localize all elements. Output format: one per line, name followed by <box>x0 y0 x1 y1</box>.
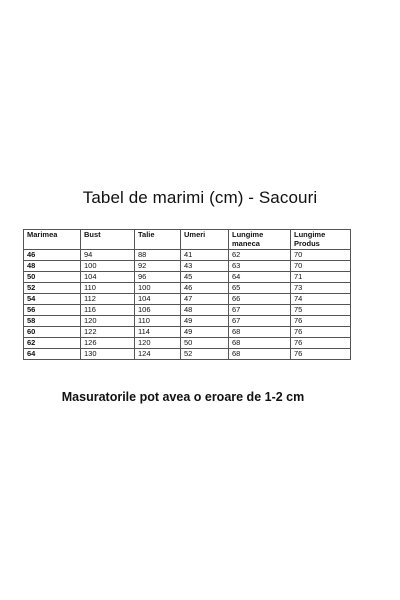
talie-cell: 100 <box>135 283 181 294</box>
lungime-maneca-cell: 66 <box>229 294 291 305</box>
footnote: Masuratorile pot avea o eroare de 1-2 cm <box>61 390 305 404</box>
talie-cell: 110 <box>135 316 181 327</box>
bust-cell: 110 <box>81 283 135 294</box>
lungime-produs-cell: 73 <box>291 283 351 294</box>
umeri-cell: 49 <box>181 327 229 338</box>
lungime-maneca-cell: 65 <box>229 283 291 294</box>
header-lungime-maneca-line2: maneca <box>232 239 260 248</box>
umeri-cell: 45 <box>181 272 229 283</box>
talie-cell: 106 <box>135 305 181 316</box>
size-cell: 52 <box>24 283 81 294</box>
size-cell: 56 <box>24 305 81 316</box>
bust-cell: 126 <box>81 338 135 349</box>
table-row <box>24 294 351 305</box>
size-table <box>23 229 351 360</box>
lungime-produs-cell: 71 <box>291 272 351 283</box>
size-cell: 50 <box>24 272 81 283</box>
header-bust <box>81 230 135 250</box>
table-row <box>24 305 351 316</box>
lungime-produs-cell: 76 <box>291 316 351 327</box>
lungime-produs-cell: 76 <box>291 327 351 338</box>
bust-cell: 104 <box>81 272 135 283</box>
umeri-cell: 46 <box>181 283 229 294</box>
lungime-maneca-cell: 63 <box>229 261 291 272</box>
size-cell: 46 <box>24 250 81 261</box>
umeri-cell: 50 <box>181 338 229 349</box>
size-cell: 58 <box>24 316 81 327</box>
bust-cell: 116 <box>81 305 135 316</box>
header-lungime-produs-line2: Produs <box>294 239 320 248</box>
talie-cell: 96 <box>135 272 181 283</box>
talie-cell: 114 <box>135 327 181 338</box>
size-cell: 64 <box>24 349 81 360</box>
lungime-produs-cell: 76 <box>291 349 351 360</box>
bust-cell: 100 <box>81 261 135 272</box>
table-row <box>24 283 351 294</box>
talie-cell: 104 <box>135 294 181 305</box>
size-cell: 60 <box>24 327 81 338</box>
lungime-produs-cell: 70 <box>291 250 351 261</box>
table-row <box>24 272 351 283</box>
lungime-maneca-cell: 62 <box>229 250 291 261</box>
table-row <box>24 261 351 272</box>
umeri-cell: 48 <box>181 305 229 316</box>
header-umeri <box>181 230 229 250</box>
header-lungime-maneca <box>229 230 291 250</box>
lungime-produs-cell: 76 <box>291 338 351 349</box>
size-cell: 54 <box>24 294 81 305</box>
talie-cell: 120 <box>135 338 181 349</box>
lungime-produs-cell: 75 <box>291 305 351 316</box>
talie-cell: 124 <box>135 349 181 360</box>
page-title: Tabel de marimi (cm) - Sacouri <box>82 188 318 207</box>
header-talie-label: Talie <box>138 230 155 239</box>
header-marimea-label: Marimea <box>27 230 58 239</box>
umeri-cell: 41 <box>181 250 229 261</box>
bust-cell: 112 <box>81 294 135 305</box>
umeri-cell: 43 <box>181 261 229 272</box>
size-cell: 48 <box>24 261 81 272</box>
bust-cell: 122 <box>81 327 135 338</box>
lungime-maneca-cell: 67 <box>229 316 291 327</box>
header-lungime-maneca-line1: Lungime <box>232 230 264 239</box>
header-marimea <box>24 230 81 250</box>
talie-cell: 92 <box>135 261 181 272</box>
lungime-maneca-cell: 64 <box>229 272 291 283</box>
lungime-maneca-cell: 68 <box>229 338 291 349</box>
umeri-cell: 49 <box>181 316 229 327</box>
table-row <box>24 250 351 261</box>
table-header-row <box>24 230 351 250</box>
talie-cell: 88 <box>135 250 181 261</box>
header-umeri-label: Umeri <box>184 230 206 239</box>
table-row <box>24 316 351 327</box>
lungime-produs-cell: 70 <box>291 261 351 272</box>
size-cell: 62 <box>24 338 81 349</box>
header-bust-label: Bust <box>84 230 101 239</box>
header-lungime-produs <box>291 230 351 250</box>
lungime-maneca-cell: 68 <box>229 327 291 338</box>
table-row <box>24 349 351 360</box>
lungime-produs-cell: 74 <box>291 294 351 305</box>
umeri-cell: 52 <box>181 349 229 360</box>
umeri-cell: 47 <box>181 294 229 305</box>
lungime-maneca-cell: 68 <box>229 349 291 360</box>
header-talie <box>135 230 181 250</box>
bust-cell: 130 <box>81 349 135 360</box>
bust-cell: 120 <box>81 316 135 327</box>
table-row <box>24 338 351 349</box>
bust-cell: 94 <box>81 250 135 261</box>
table-row <box>24 327 351 338</box>
header-lungime-produs-line1: Lungime <box>294 230 326 239</box>
lungime-maneca-cell: 67 <box>229 305 291 316</box>
